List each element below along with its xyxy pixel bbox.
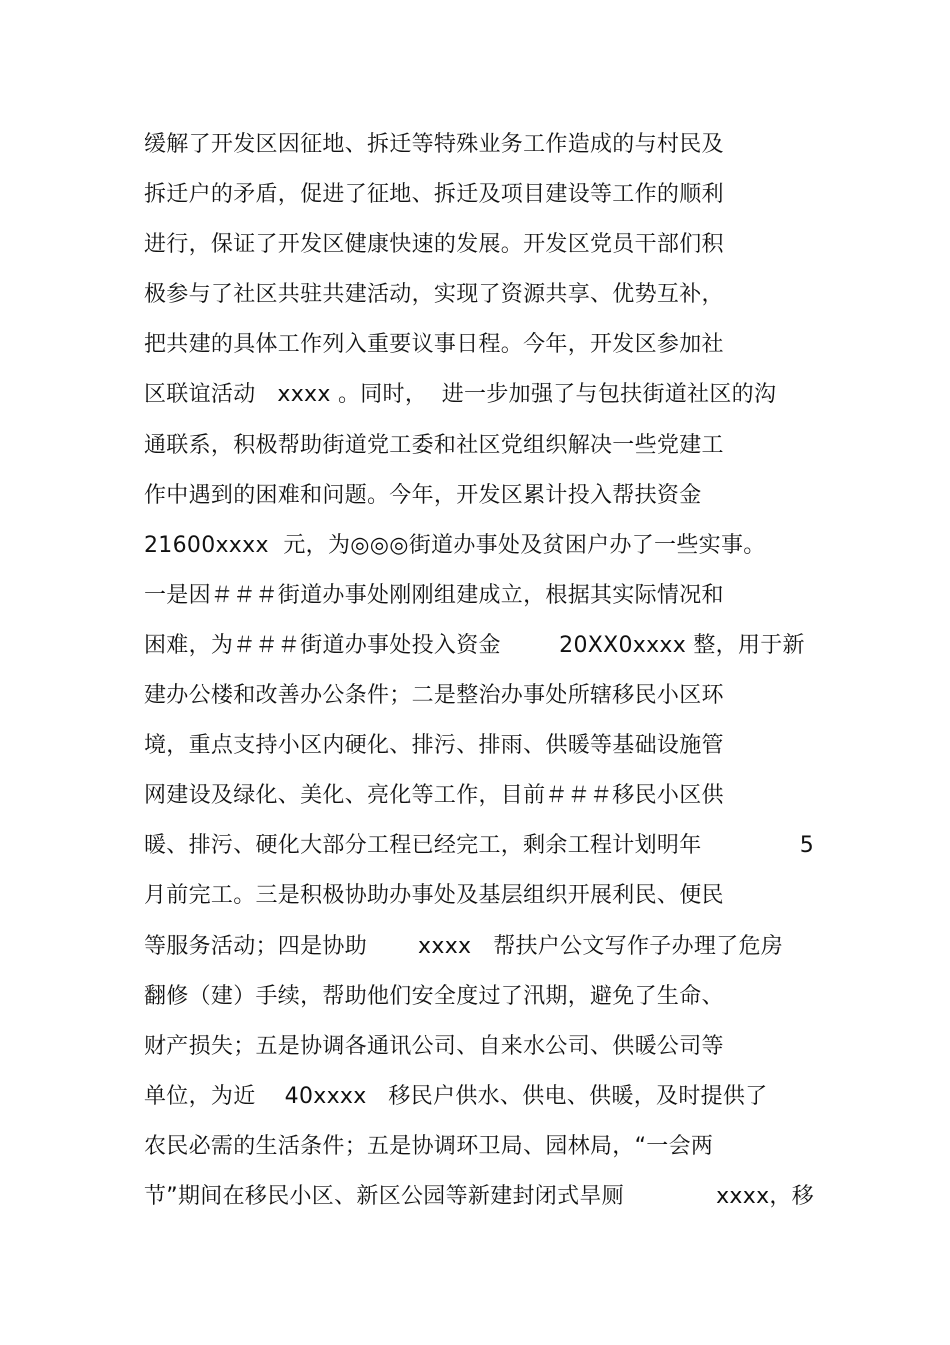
text-line: 21600xxxx 元，为◎◎◎街道办事处及贫困户办了一些实事。 (144, 532, 766, 558)
text-line: 进行，保证了开发区健康快速的发展。开发区党员干部们积 (144, 232, 724, 258)
text-line: 财产损失；五是协调各通讯公司、自来水公司、供暖公司等 (144, 1033, 724, 1059)
text-line: 缓解了开发区因征地、拆迁等特殊业务工作造成的与村民及 (144, 132, 724, 157)
text-line: 通联系，积极帮助街道党工委和社区党组织解决一些党建工 (144, 432, 724, 458)
text-line-tail: 5 (799, 833, 814, 859)
text-line: 极参与了社区共驻共建活动，实现了资源共享、优势互补， (144, 282, 724, 308)
text-line-body: 节”期间在移民小区、新区公园等新建封闭式旱厕 (144, 1183, 624, 1209)
text-line: 翻修（建）手续，帮助他们安全度过了汛期，避免了生命、 (144, 983, 724, 1009)
text-line-body: 暖、排污、硬化大部分工程已经完工，剩余工程计划明年 (144, 833, 702, 859)
text-line: 拆迁户的矛盾，促进了征地、拆迁及项目建设等工作的顺利 (144, 182, 724, 208)
text-line-tail: xxxx，移 (716, 1183, 814, 1209)
text-line: 农民必需的生活条件；五是协调环卫局、园林局，“一会两 (144, 1133, 714, 1159)
text-line: 网建设及绿化、美化、亮化等工作，目前＃＃＃移民小区供 (144, 783, 724, 809)
text-line: 区联谊活动 xxxx 。同时， 进一步加强了与包扶街道社区的沟 (144, 382, 777, 408)
text-line (144, 821, 814, 871)
text-line: 境，重点支持小区内硬化、排污、排雨、供暖等基础设施管 (144, 733, 724, 759)
text-line: 作中遇到的困难和问题。今年，开发区累计投入帮扶资金 (144, 482, 702, 508)
text-line: 单位，为近 40xxxx 移民户供水、供电、供暖，及时提供了 (144, 1083, 768, 1109)
text-line: 月前完工。三是积极协助办事处及基层组织开展利民、便民 (144, 883, 724, 909)
body-text (144, 120, 814, 1222)
text-line: 一是因＃＃＃街道办事处刚刚组建成立，根据其实际情况和 (144, 582, 724, 608)
text-line: 把共建的具体工作列入重要议事日程。今年，开发区参加社 (144, 332, 724, 358)
text-line (144, 1172, 814, 1222)
text-line: 困难，为＃＃＃街道办事处投入资金 20XX0xxxx 整，用于新 (144, 632, 805, 658)
text-line: 等服务活动；四是协助 xxxx 帮扶户公文写作子办理了危房 (144, 933, 784, 959)
text-line: 建办公楼和改善办公条件；二是整治办事处所辖移民小区环 (144, 683, 724, 709)
